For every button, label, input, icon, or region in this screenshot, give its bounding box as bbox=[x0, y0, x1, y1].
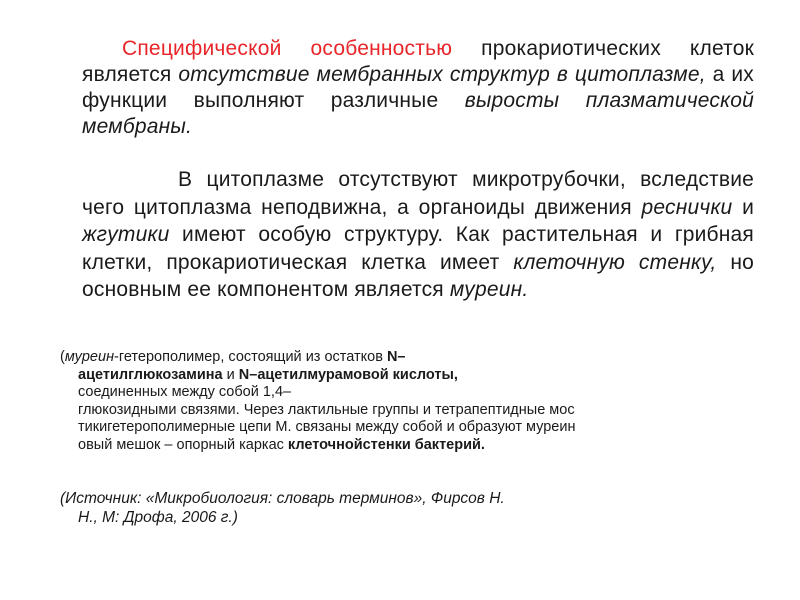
paragraph-prokaryote-features: Специфической особенностью прокариотических клеток является отсутствие мембранных структур в цитоплазме, а их функции выполняют различные выросты плазматической мембраны. bbox=[82, 37, 755, 138]
source-citation: (Источник: «Микробиология: словарь терминов», Фирсов Н. Н., М: Дрофа, 2006 г.) bbox=[60, 490, 505, 526]
paragraph-cytoplasm: В цитоплазме отсутствуют микротрубочки, вследствие чего цитоплазма неподвижна, а органоиды движения реснички и жгутики имеют особую структуру. Как растительная и грибная клетки, прокариотическая клетка имеет клеточную стенку, но основным ее компонентом является муреин. bbox=[82, 168, 754, 301]
highlight-lead: Специфической особенностью bbox=[122, 37, 453, 60]
murein-definition-note: (муреин-гетерополимер, состоящий из остатков N– ацетилглюкозамина и N–ацетилмурамовой кислоты, соединенных между собой 1,4– глюкозидными связями. Через лактильные группы и тетрапептидные мос тикигетерополимерные цепи М. связаны между собой и образуют муреин овый мешок – опорный каркас клеточнойстенки бактерий. bbox=[60, 349, 576, 453]
